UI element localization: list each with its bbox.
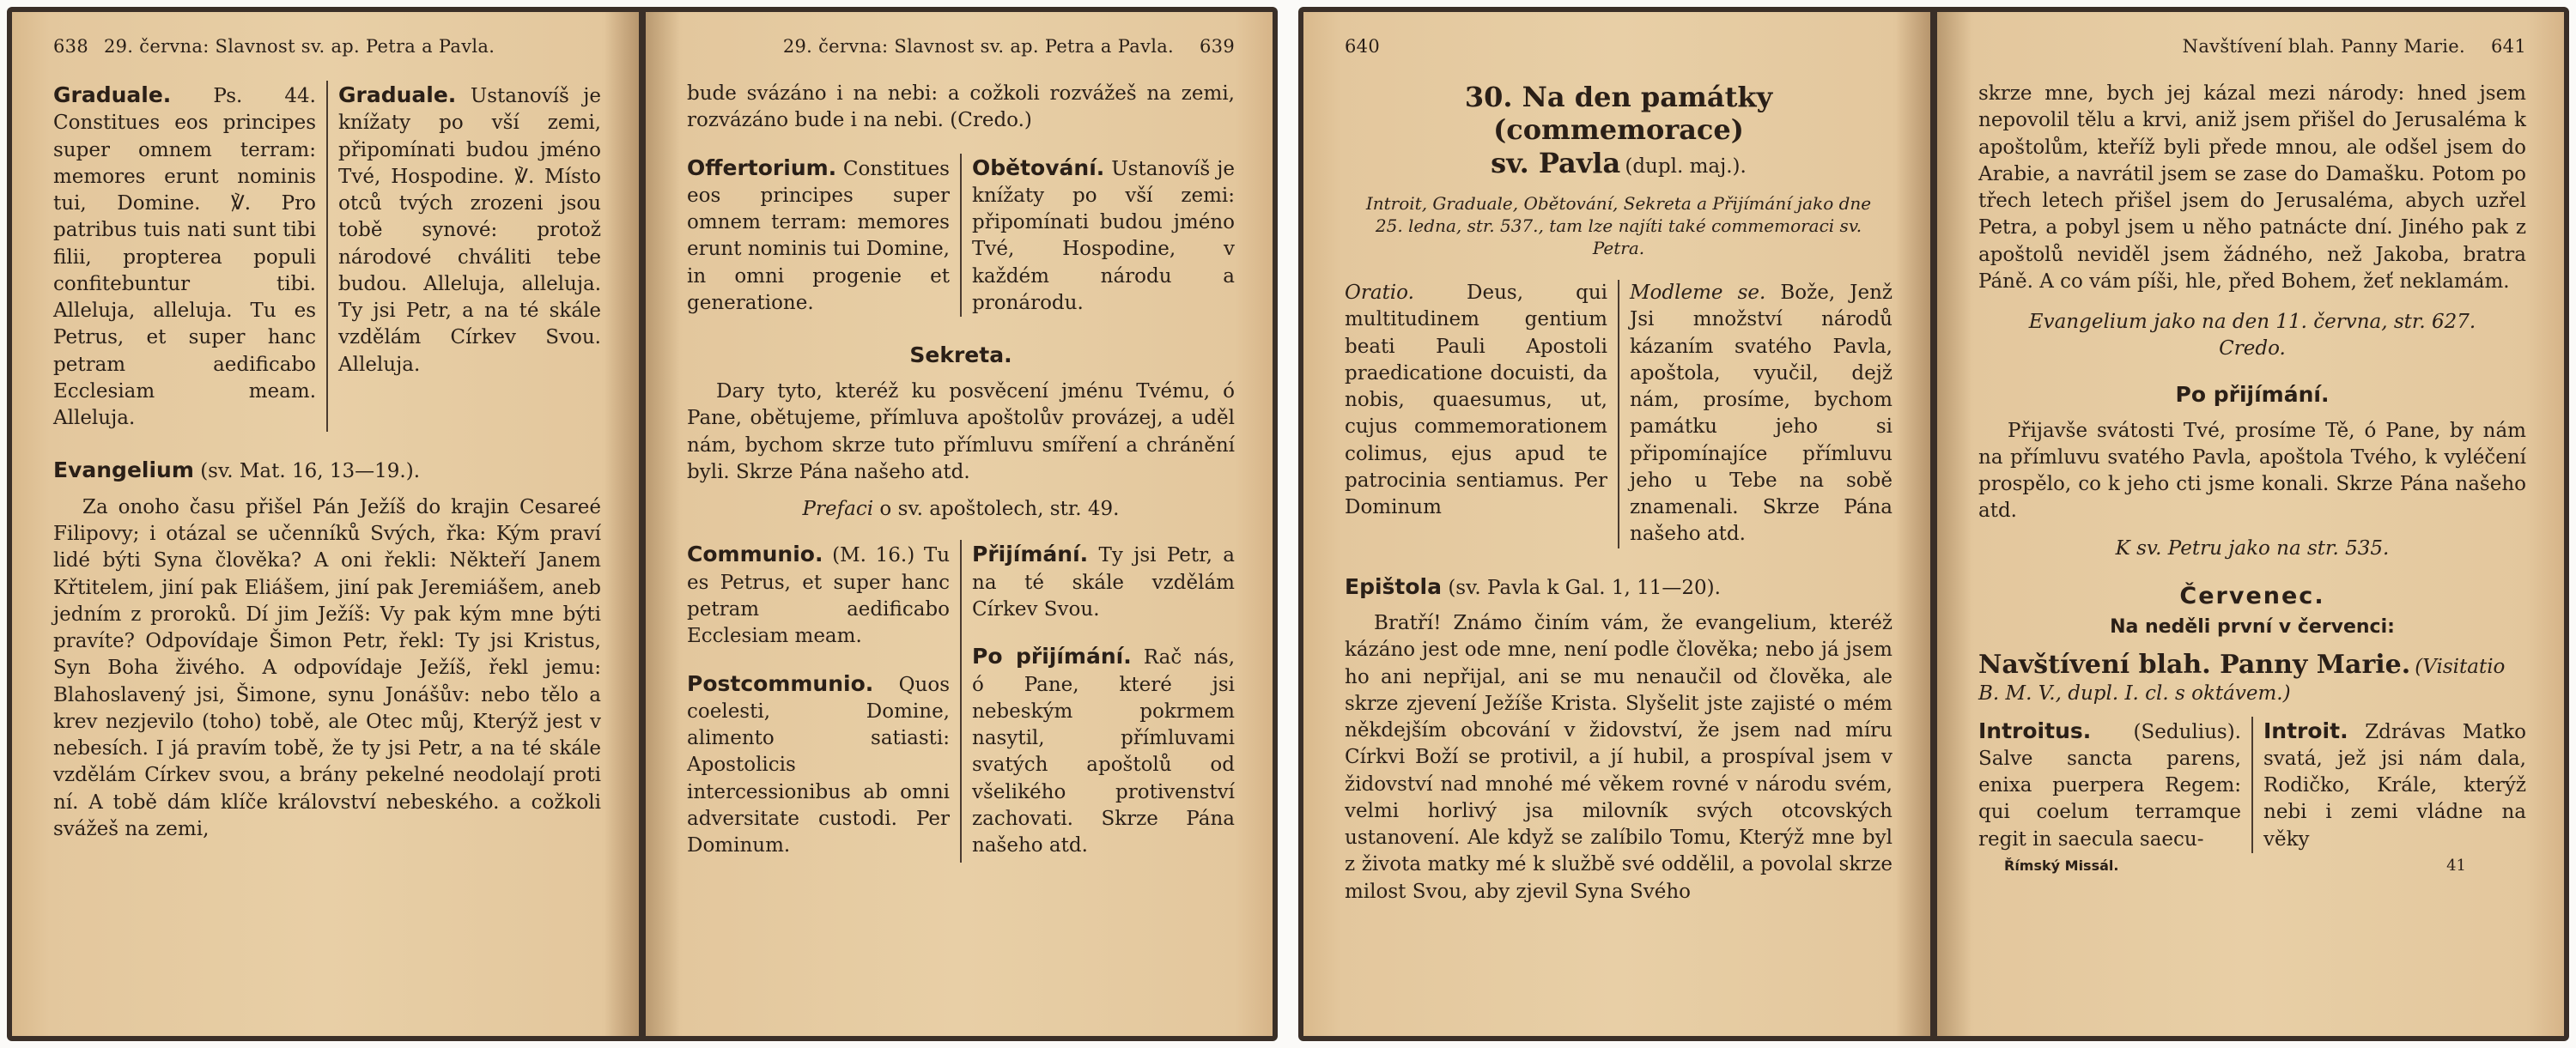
running-head <box>687 36 1235 57</box>
epistola-label: Epištola <box>1345 573 1442 599</box>
introitus-text: Salve sancta parens, enixa puerpera Regem: qui coelum terramque regit in saecula saecu- <box>1978 747 2241 851</box>
offertorium-text: Constitues eos principes super omnem terram: memores erunt nominis tui Domine, in omni progenie et generatione. <box>687 157 950 314</box>
poprijimani-heading: Po přijímání. <box>2175 381 2330 407</box>
graduale-latin-text: Constitues eos principes super omnem terram: memores erunt nominis tui, Domine. ℣. Pro patribus tuis nati sunt tibi filii, propterea populi confitebuntur tibi. Alleluja, alleluja. Tu es Petrus, et super hanc petram aedificabo Ecclesiam meam. Alleluja. <box>53 112 316 430</box>
credo-line: Credo. <box>2219 337 2286 360</box>
feast-title-line2: sv. Pavla <box>1491 146 1621 179</box>
introitus-latin <box>1978 717 2251 853</box>
prijimani-text: Ty jsi Petr, a na té skále vzdělám Církev Svou. <box>972 544 1235 621</box>
k-petru-line: K sv. Petru jako na str. 535. <box>2115 536 2390 560</box>
running-head <box>1345 36 1893 57</box>
introitus-label: Introitus. <box>1978 718 2092 743</box>
book-spread-1 <box>7 7 1278 1041</box>
book-spread-2 <box>1298 7 2569 1041</box>
running-title: Navštívení blah. Panny Marie. <box>2182 36 2466 57</box>
modleme-text: Bože, Jenž Jsi množství národů kázaním svatého Pavla, apoštola, vyučil, dejž nám, prosíme, bychom památku jeho si připomínajíce přímluvu jeho u Tebe na sobě znamenali. Skrze Pána našeho atd. <box>1630 282 1893 546</box>
oratio-latin <box>1345 280 1618 548</box>
poprijimani-label: Po přijímání. <box>972 644 1132 669</box>
obetovani-label: Obětování. <box>972 154 1105 180</box>
obetovani-czech <box>960 154 1235 318</box>
oratio-columns <box>1345 280 1893 548</box>
signature-number: 41 <box>2446 856 2466 875</box>
epistola-heading <box>1345 572 1893 602</box>
running-head <box>1978 36 2526 57</box>
running-head <box>53 36 601 57</box>
visitation-feast-title: Navštívení blah. Panny Marie. <box>1978 649 2411 680</box>
running-title: 29. června: Slavnost sv. ap. Petra a Pavla. <box>103 36 495 57</box>
offertorium-columns <box>687 154 1235 318</box>
communio-ref: (M. 16.) <box>832 544 915 567</box>
sekreta-heading: Sekreta. <box>909 342 1012 368</box>
month-heading: Červenec. <box>2179 582 2325 609</box>
epistola-text: Bratří! Známo činím vám, že evangelium, kteréž kázáno jest ode mne, není podle člověka; nebo já jsem ho ani nepřijal, ani se mu nenaučil od člověka, ale skrze zjevení Ježíše Krista. Slyšelit jste zajisté o mém někdejším obcování v židovství, že jsem nad míru Církvi Boží se protivil, a jí hubil, a prospíval jsem v židovství nad mnohé mé věkem rovné v národu svém, velmi horlivý jsa milovník svých otcovských ustanovení. Ale když se zalíbilo Tomu, Kterýž mne byl z života matky mé k službě své oddělil, a povolal skrze milost Svou, aby zjevil Syna Svého <box>1345 611 1893 903</box>
modleme-czech <box>1618 280 1893 548</box>
introit-label: Introit. <box>2263 718 2348 743</box>
prefaci-text: o sv. apoštolech, str. 49. <box>879 498 1120 521</box>
graduale-columns <box>53 81 601 432</box>
poprijimani-text: Přijavše svátosti Tvé, prosíme Tě, ó Pane, by nám na přímluvu svatého Pavla, apoštola Tvého, k vyléčení prospělo, co k jeho cti jsme konali. Skrze Pána našeho atd. <box>1978 419 2526 523</box>
offertorium-latin <box>687 154 960 318</box>
prefaci-line <box>687 496 1235 523</box>
modleme-label: Modleme se. <box>1630 282 1766 305</box>
oratio-text: Deus, qui multitudinem gentium beati Pauli Apostoli praedicatione docuisti, da nobis, quaesumus, ut, cujus commemorationem colimus, ejus apud te patrocinia sentiamus. Per Dominum <box>1345 282 1608 519</box>
page-640 <box>1303 12 1930 1036</box>
oratio-label: Oratio. <box>1345 282 1414 305</box>
evangelium-ref: (sv. Mat. 16, 13—19.). <box>200 460 421 483</box>
feast-title-line1: 30. Na den památky (commemorace) <box>1464 81 1773 147</box>
communio-text: Tu es Petrus, et super hanc petram aedificabo Ecclesiam meam. <box>687 544 951 648</box>
obetovani-text: Ustanovíš je knížaty po vší zemi: připomínati budou jméno Tvé, Hospodine, v každém národu a pronárodu. <box>972 157 1235 314</box>
communio-columns <box>687 540 1235 863</box>
continuation-text: bude svázáno i na nebi: a cožkoli rozvážeš na zemi, rozvázáno bude i na nebi. (Credo.) <box>687 82 1235 132</box>
page-footer <box>1978 857 2526 875</box>
signature-mark: Římský Missál. <box>2004 857 2119 874</box>
evangelium-ref-line: Evangelium jako na den 11. června, str. 627. <box>2028 311 2476 334</box>
sunday-heading: Na neděli první v červenci: <box>2110 615 2395 638</box>
prijimani-label: Přijímání. <box>972 542 1089 567</box>
offertorium-label: Offertorium. <box>687 154 837 180</box>
prefaci-label: Prefaci <box>802 498 874 521</box>
graduale-czech <box>326 81 601 432</box>
page-number: 639 <box>1200 36 1235 57</box>
introit-czech <box>2251 717 2526 853</box>
page-number: 638 <box>53 36 88 57</box>
graduale-cs-label: Graduale. <box>338 82 457 107</box>
prijimani-czech <box>960 540 1235 863</box>
postcommunio-label: Postcommunio. <box>687 670 874 696</box>
postcommunio-text: Quos coelesti, Domine, alimento satiasti: Apostolicis intercessionibus ab omni adversitate custodi. Per Dominum. <box>687 673 950 857</box>
graduale-latin <box>53 81 326 432</box>
graduale-label: Graduale. <box>53 82 172 107</box>
continuation-text: skrze mne, bych jej kázal mezi národy: hned jsem nepovolil tělu a krvi, aniž jsem přišel do Jerusaléma k apoštolům, kteříž byli přede mnou, ale odšel jsem do Arabie, a navrátil jsem se zase do Damašku. Potom po třech letech přišel jsem do Jerusaléma, abych uzřel Petra, a pobyl jsem u něho patnácte dní. Jiného pak z apoštolů neviděl jsem žádného, než Jakoba, bratra Páně. A co vám píši, hle, před Bohem, žeť neklamám. <box>1978 82 2526 293</box>
epistola-ref: (sv. Pavla k Gal. 1, 11—20). <box>1448 576 1721 599</box>
communio-label: Communio. <box>687 542 823 567</box>
visitation-title <box>1978 650 2526 708</box>
page-641 <box>1937 12 2564 1036</box>
evangelium-heading <box>53 456 601 485</box>
page-number: 640 <box>1345 36 1380 57</box>
poprijimani-text: Rač nás, ó Pane, které jsi nebeským pokrmem nasytil, přímluvami svatých apoštolů od všelikého protivenství zachovati. Skrze Pána našeho atd. <box>972 646 1236 857</box>
intro-note: Introit, Graduale, Obětování, Sekreta a Přijímání jako dne 25. ledna, str. 537., tam lze najíti také commemoraci sv. Petra. <box>1365 193 1872 259</box>
communio-latin <box>687 540 960 863</box>
page-638 <box>12 12 639 1036</box>
evangelium-label: Evangelium <box>53 457 194 483</box>
introit-text: Zdrávas Matko svatá, jež jsi nám dala, Rodičko, Krále, kterýž nebi i zemi vládne na věky <box>2263 720 2526 851</box>
graduale-ref: Ps. 44. <box>213 85 316 107</box>
introitus-ref: (Sedulius). <box>2133 720 2241 743</box>
page-639 <box>646 12 1273 1036</box>
graduale-czech-text: Ustanovíš je knížaty po vší zemi, připomínati budou jméno Tvé, Hospodine. ℣. Místo otců tvých zrozeni jsou tobě synové: protož národové chváliti tebe budou. Alleluja, alleluja. Ty jsi Petr, a na té skále vzdělám Církev Svou. Alleluja. <box>338 85 602 376</box>
page-number: 641 <box>2491 36 2526 57</box>
introit-columns <box>1978 717 2526 853</box>
evangelium-text: Za onoho času přišel Pán Ježíš do krajin Cesareé Filipovy; i otázal se učenníků Svých, řka: Kým praví lidé býti Syna člověka? A oni řekli: Někteří Janem Křtitelem, jiní pak Eliášem, jiní pak Jeremiášem, aneb jedním z proroků. Dí jim Ježíš: Vy pak kým mne býti pravíte? Odpovídaje Šimon Petr, řekl: Ty jsi Kristus, Syn Boha živého. A odpovídaje Ježíš, řekl jemu: Blahoslavený jsi, Šimone, synu Jonášův: nebo tělo a krev nezjevilo (toho) tobě, ale Otec můj, Kterýž jest v nebesích. I já pravím tobě, že ty jsi Petr, a na té skále vzdělám Církev svou, a brány pekelné neodolají proti ní. A tobě dám klíče království nebeského. a cožkoli svážeš na zemi, <box>53 495 601 840</box>
visitation-feast-sub: (Visitatio B. M. V., dupl. I. cl. s oktávem.) <box>1978 655 2506 706</box>
feast-title-line2-wrap <box>1345 147 1893 180</box>
feast-title-block <box>1345 81 1893 180</box>
sekreta-text: Dary tyto, kteréž ku posvěcení jménu Tvému, ó Pane, obětujeme, přímluva apoštolův provázej, a uděl nám, bychom skrze tuto přímluvu smíření a chránění byli. Skrze Pána našeho atd. <box>687 380 1235 483</box>
running-title: 29. června: Slavnost sv. ap. Petra a Pavla. <box>782 36 1175 57</box>
feast-rank: (dupl. maj.). <box>1625 154 1747 178</box>
